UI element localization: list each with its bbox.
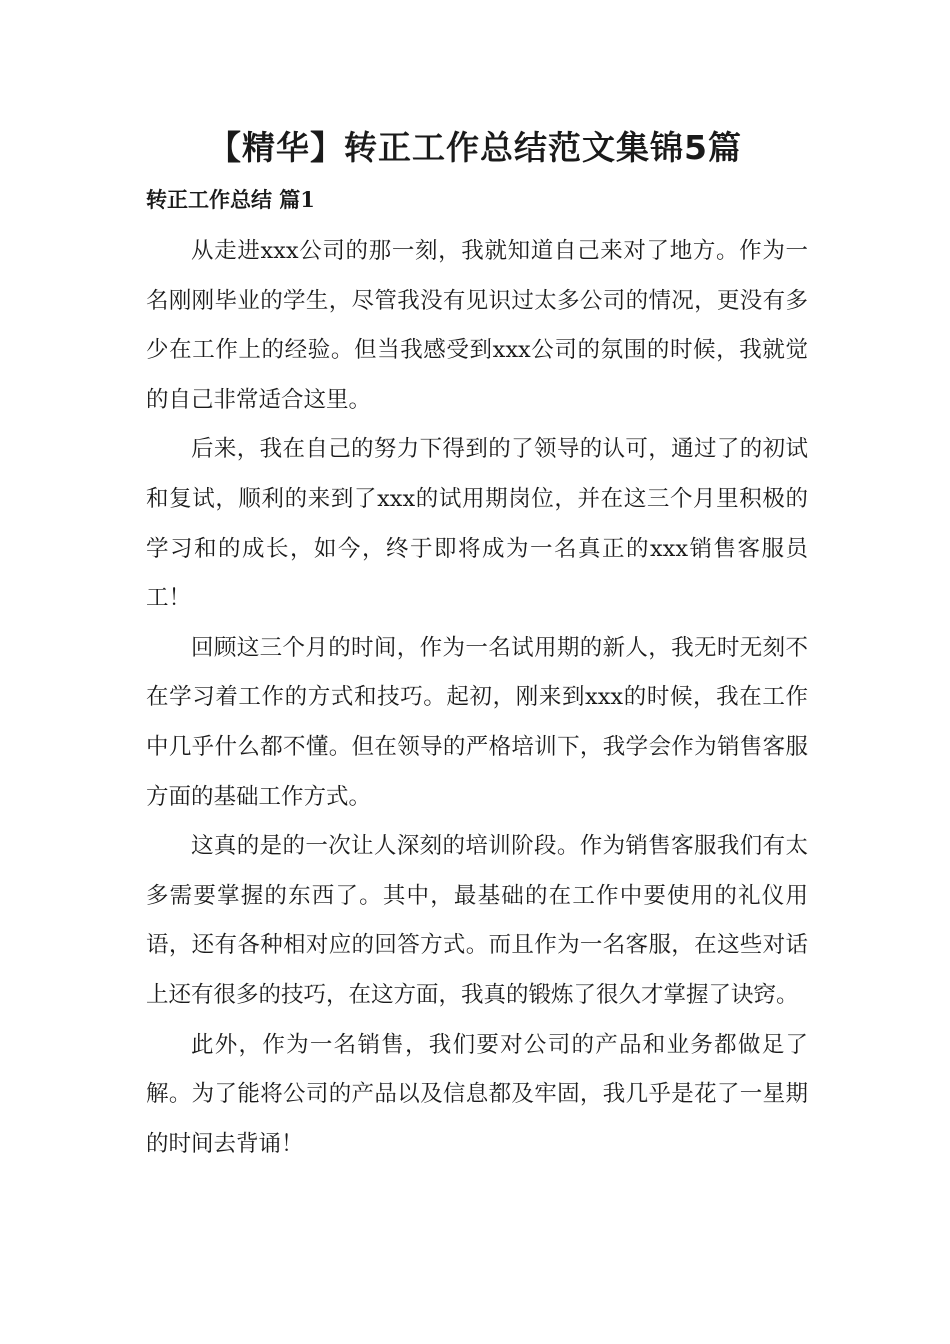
paragraph-1: 从走进xxx公司的那一刻，我就知道自己来对了地方。作为一名刚刚毕业的学生，尽管我没有见识过太多公司的情况，更没有多少在工作上的经验。但当我感受到xxx公司的氛围的时候，我就觉的自己非常适合这里。 xyxy=(146,238,808,413)
paragraph-4: 这真的是的一次让人深刻的培训阶段。作为销售客服我们有太多需要掌握的东西了。其中，最基础的在工作中要使用的礼仪用语，还有各种相对应的回答方式。而且作为一名客服，在这些对话上还有很多的技巧，在这方面，我真的锻炼了很久才掌握了诀窍。 xyxy=(146,833,808,1008)
section-heading: 转正工作总结 篇1 xyxy=(146,187,315,212)
paragraph-2: 后来，我在自己的努力下得到的了领导的认可，通过了的初试和复试，顺利的来到了xxx的试用期岗位，并在这三个月里积极的学习和的成长，如今，终于即将成为一名真正的xxx销售客服员工！ xyxy=(146,436,808,612)
paragraph-5: 此外，作为一名销售，我们要对公司的产品和业务都做足了解。为了能将公司的产品以及信息都及牢固，我几乎是花了一星期的时间去背诵！ xyxy=(146,1031,808,1157)
paragraph-3: 回顾这三个月的时间，作为一名试用期的新人，我无时无刻不在学习着工作的方式和技巧。起初，刚来到xxx的时候，我在工作中几乎什么都不懂。但在领导的严格培训下，我学会作为销售客服方面的基础工作方式。 xyxy=(146,634,808,810)
document-title: 【精华】转正工作总结范文集锦5篇 xyxy=(208,128,742,167)
document-body xyxy=(146,227,808,1169)
